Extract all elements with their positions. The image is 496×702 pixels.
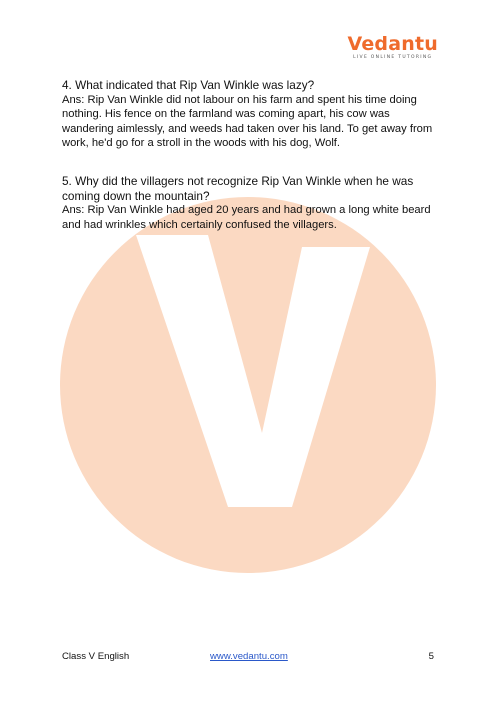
qa-item [62,174,434,232]
question-text: 4. What indicated that Rip Van Winkle was lazy? [62,78,315,92]
footer-website-link[interactable]: www.vedantu.com [210,651,288,662]
logo-tagline: LIVE ONLINE TUTORING [353,55,433,60]
answer-text: Ans: Rip Van Winkle had aged 20 years and had grown a long white beard and had wrinkles which certainly confused the villagers. [62,204,431,231]
footer-class-label: Class V English [62,651,130,662]
answer-text: Ans: Rip Van Winkle did not labour on his farm and spent his time doing nothing. His fence on the farmland was coming apart, his cow was wandering aimlessly, and weeds had taken over his land. To get away from work, he'd go for a stroll in the woods with his dog, Wolf. [62,93,433,150]
logo-wordmark: Vedantu [347,33,438,55]
qa-item [62,78,434,151]
vedantu-logo [347,34,438,60]
page-number: 5 [428,651,434,662]
qa-content [62,78,434,255]
question-text: 5. Why did the villagers not recognize Rip Van Winkle when he was coming down the mountain? [62,173,414,203]
